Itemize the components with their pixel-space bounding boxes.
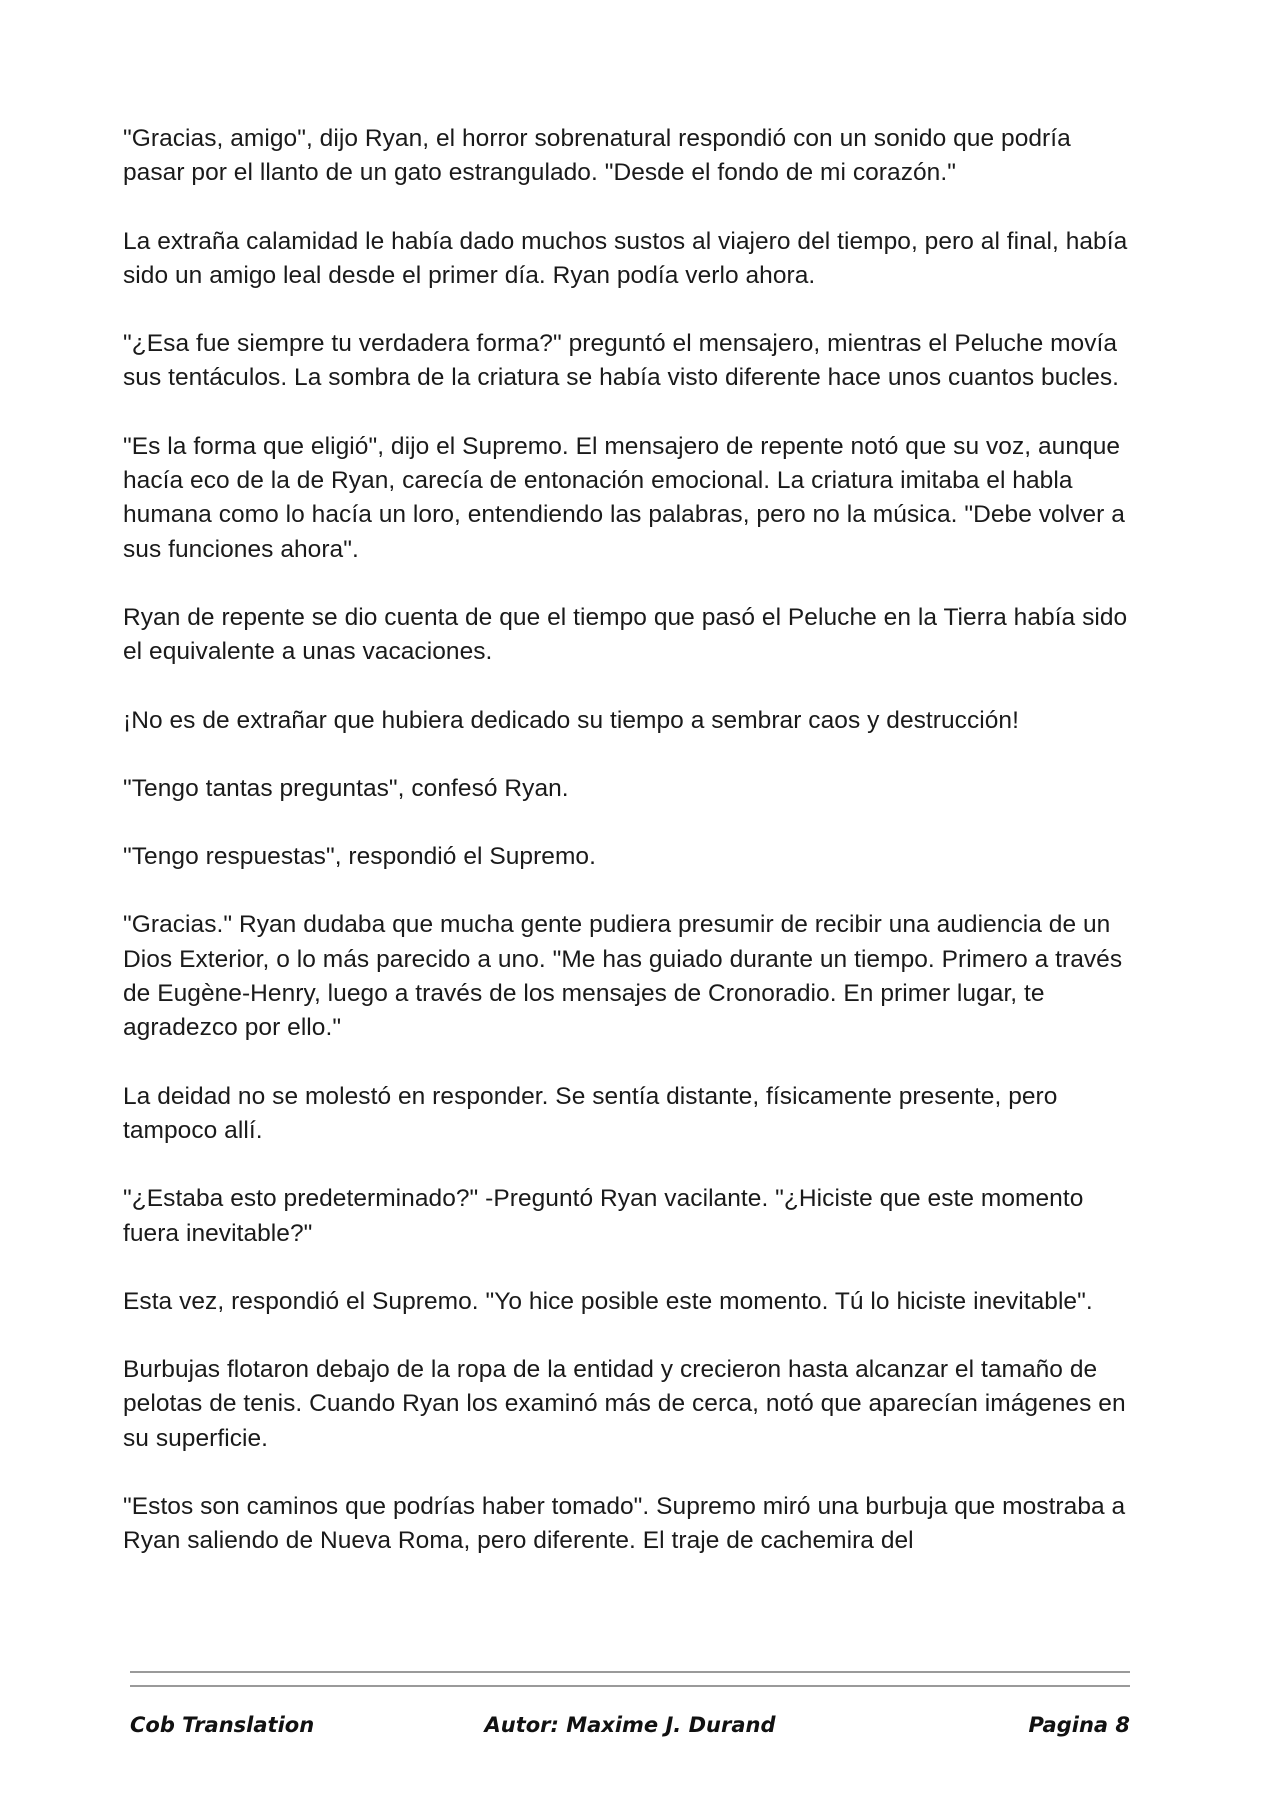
footer-divider-top xyxy=(130,1671,1130,1673)
paragraph-11: "¿Estaba esto predeterminado?" -Preguntó Ryan vacilante. "¿Hiciste que este momento fuera inevitable?" xyxy=(123,1185,1084,1247)
paragraph-9: "Gracias." Ryan dudaba que mucha gente pudiera presumir de recibir una audiencia de un Dios Exterior, o lo más parecido a uno. "Me has guiado durante un tiempo. Primero a través de Eugène-Henry, luego a través de los mensajes de Cronoradio. En primer lugar, te agradezco por ello." xyxy=(123,911,1123,1042)
paragraph-3: "¿Esa fue siempre tu verdadera forma?" preguntó el mensajero, mientras el Peluche movía sus tentáculos. La sombra de la criatura se había visto diferente hace unos cuantos bucles. xyxy=(123,330,1120,392)
page-body xyxy=(123,122,1138,1593)
paragraph-10: La deidad no se molestó en responder. Se sentía distante, físicamente presente, pero tampoco allí. xyxy=(123,1082,1058,1144)
paragraph-12: Esta vez, respondió el Supremo. "Yo hice posible este momento. Tú lo hiciste inevitable". xyxy=(123,1287,1093,1315)
paragraph-4: "Es la forma que eligió", dijo el Supremo. El mensajero de repente notó que su voz, aunque hacía eco de la de Ryan, carecía de entonación emocional. La criatura imitaba el habla humana como lo hacía un loro, entendiendo las palabras, pero no la música. "Debe volver a sus funciones ahora". xyxy=(123,432,1125,563)
paragraph-1: "Gracias, amigo", dijo Ryan, el horror sobrenatural respondió con un sonido que podría pasar por el llanto de un gato estrangulado. "Desde el fondo de mi corazón." xyxy=(123,125,1071,187)
footer-page-number: Pagina 8 xyxy=(1028,1713,1130,1737)
paragraph-13: Burbujas flotaron debajo de la ropa de la entidad y crecieron hasta alcanzar el tamaño de pelotas de tenis. Cuando Ryan los examinó más de cerca, notó que aparecían imágenes en su superficie. xyxy=(123,1356,1126,1452)
paragraph-2: La extraña calamidad le había dado muchos sustos al viajero del tiempo, pero al final, había sido un amigo leal desde el primer día. Ryan podía verlo ahora. xyxy=(123,227,1128,289)
paragraph-6: ¡No es de extrañar que hubiera dedicado su tiempo a sembrar caos y destrucción! xyxy=(123,706,1019,734)
paragraph-8: "Tengo respuestas", respondió el Supremo. xyxy=(123,843,596,871)
footer-translator: Cob Translation xyxy=(130,1713,315,1737)
paragraph-5: Ryan de repente se dio cuenta de que el tiempo que pasó el Peluche en la Tierra había sido el equivalente a unas vacaciones. xyxy=(123,603,1128,666)
paragraph-14: "Estos son caminos que podrías haber tomado". Supremo miró una burbuja que mostraba a Ryan saliendo de Nueva Roma, pero diferente. El traje de cachemira del xyxy=(123,1493,1126,1555)
page-footer xyxy=(130,1713,1130,1749)
footer-author: Autor: Maxime J. Durand xyxy=(484,1713,776,1737)
paragraph-7: "Tengo tantas preguntas", confesó Ryan. xyxy=(123,774,569,802)
footer-divider-bottom xyxy=(130,1685,1130,1687)
